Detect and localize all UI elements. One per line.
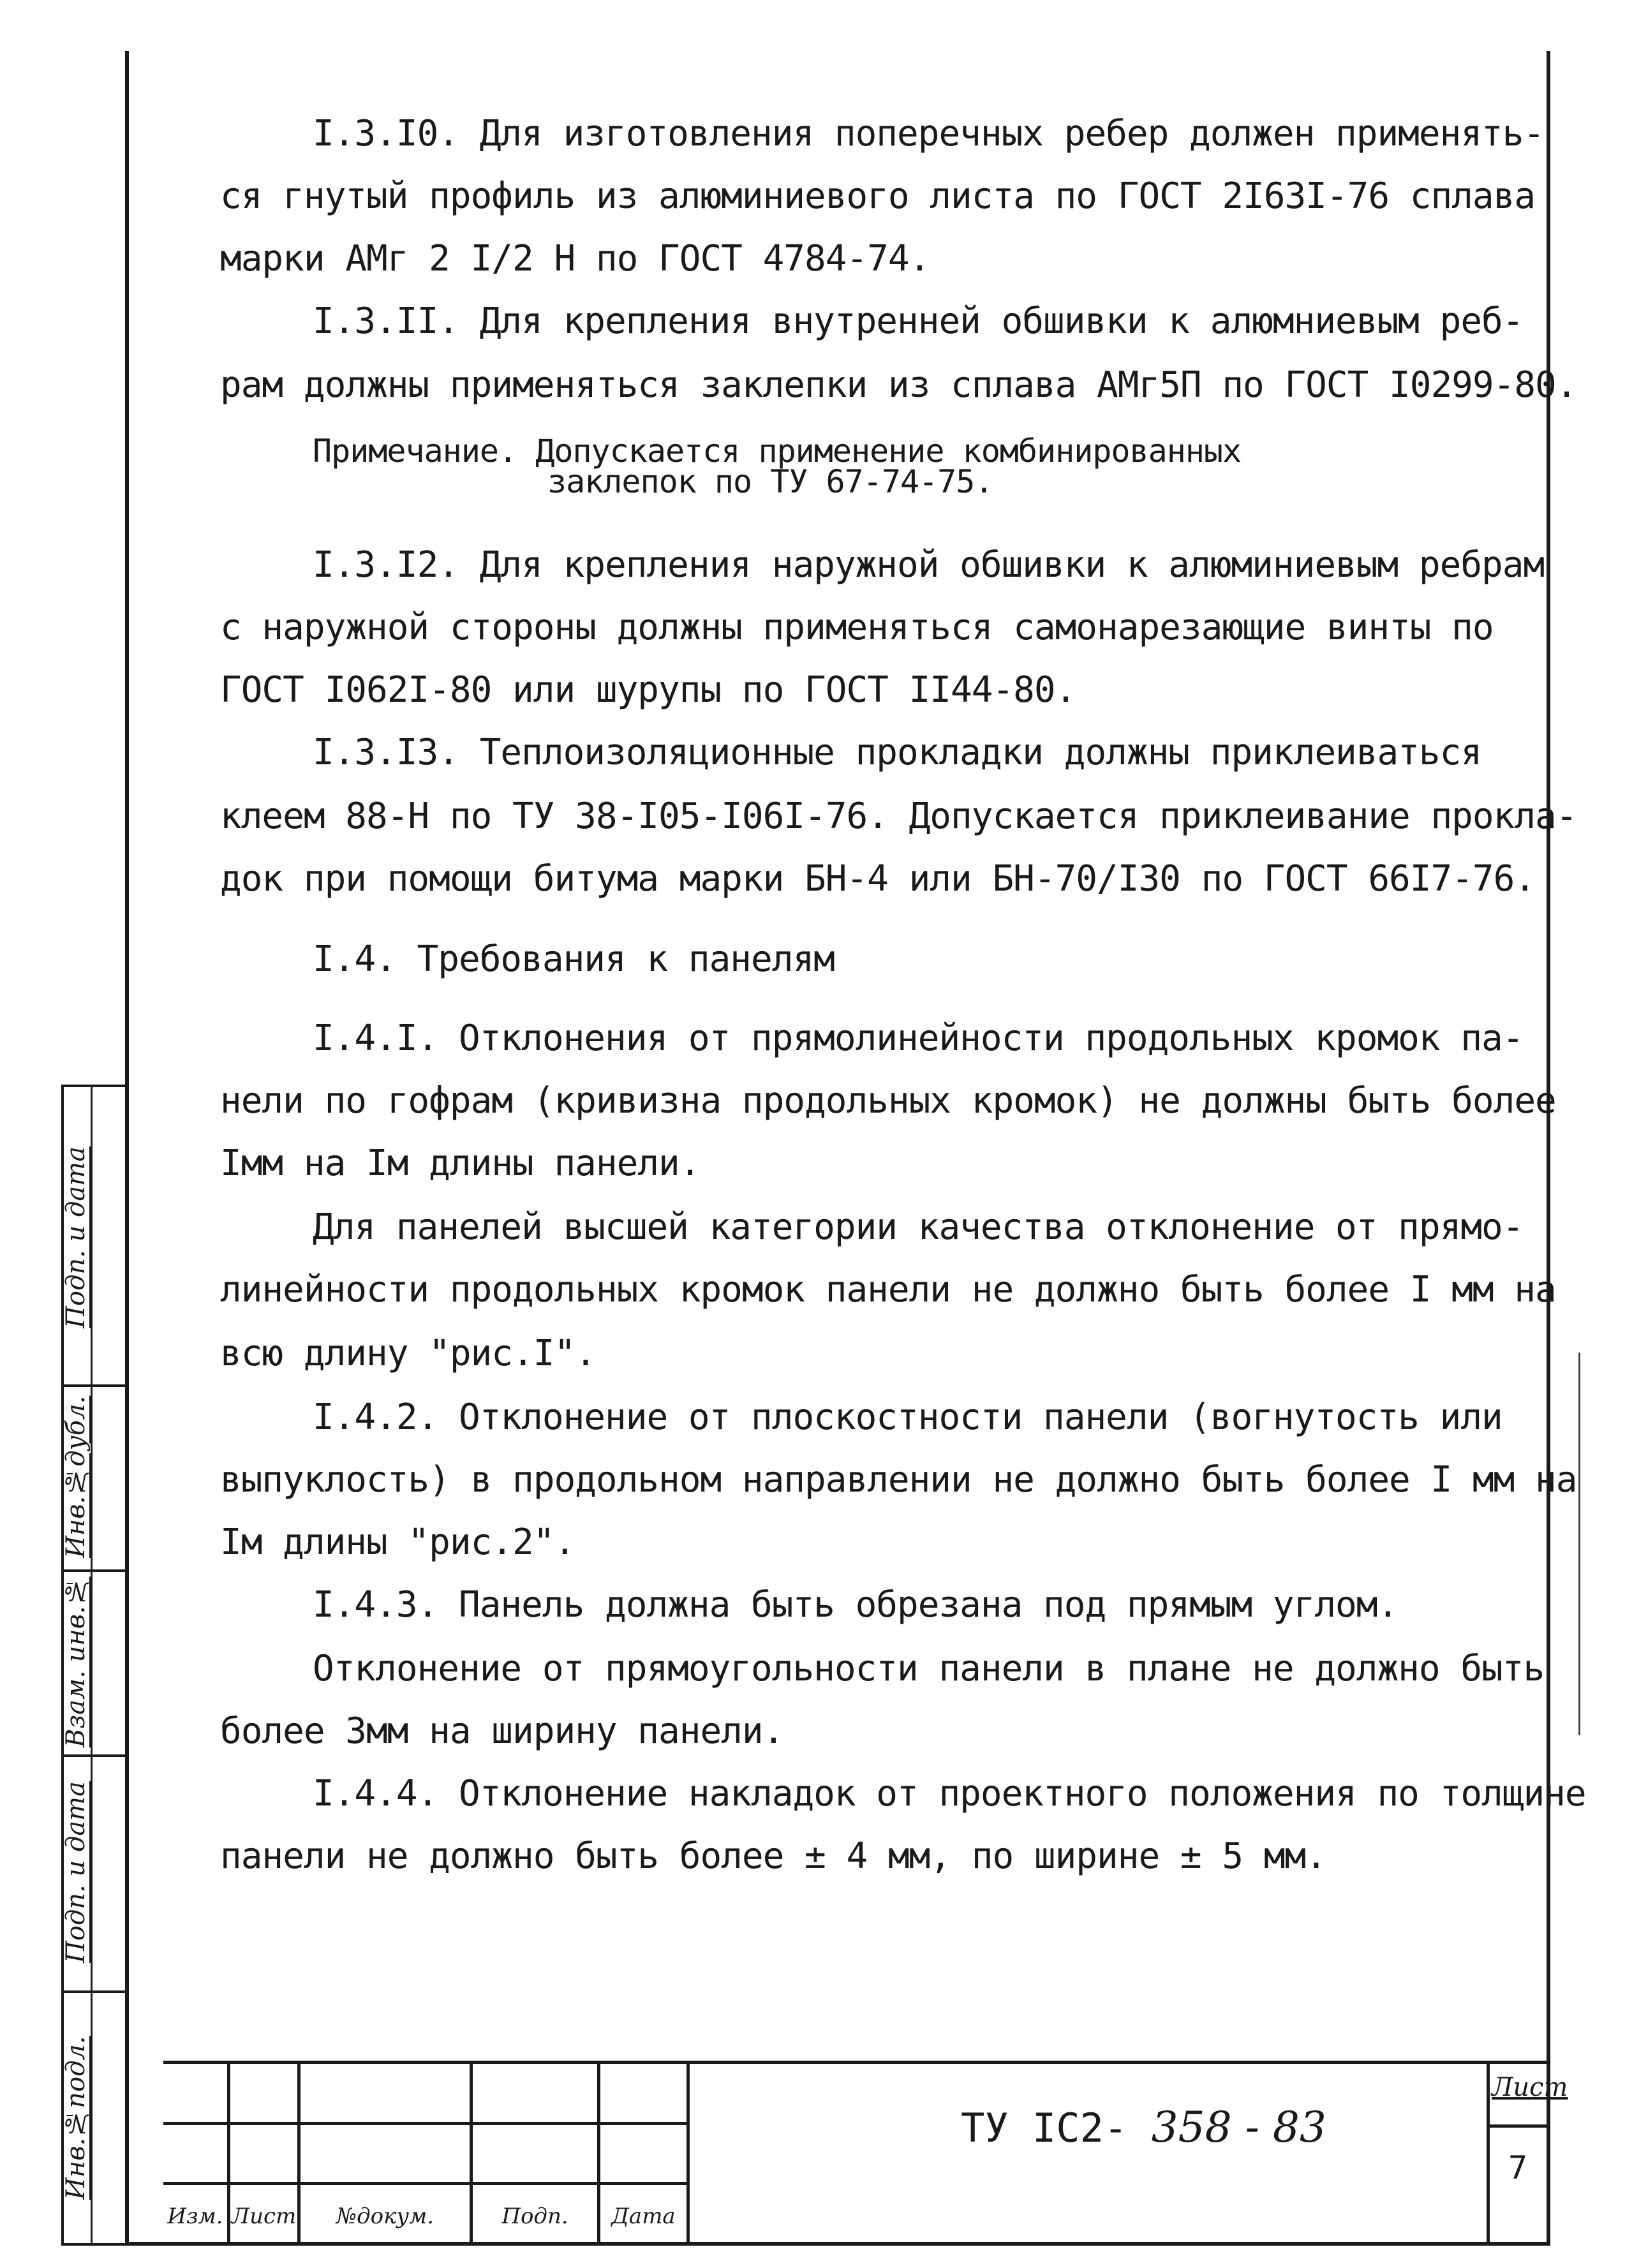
para-rectangularity-line-1: Отклонение от прямоугольности панели в плане не должно быть (313, 1648, 1545, 1689)
para-1-4-1-line-1: I.4.I. Отклонения от прямолинейности продольных кромок па- (313, 1018, 1524, 1059)
document-code-number: 358 - 83 (1151, 2103, 1326, 2152)
note-line-1: Примечание. Допускается применение комбинированных (313, 433, 1242, 470)
col-label-doc-no: №докум. (336, 2204, 434, 2229)
para-highest-category-line-2: линейности продольных кромок панели не должно быть более I мм на (220, 1269, 1556, 1310)
para-1-4-1-line-2: нели по гофрам (кривизна продольных кромок) не должны быть более (220, 1080, 1556, 1122)
para-1-4-3-line-1: I.4.3. Панель должна быть обрезана под прямым углом. (313, 1584, 1399, 1626)
para-1-3-12-line-1: I.3.I2. Для крепления наружной обшивки к алюминиевым ребрам (313, 544, 1545, 586)
para-1-3-13-line-3: док при помощи битума марки БН-4 или БН-70/I30 по ГОСТ 66I7-76. (220, 858, 1536, 900)
para-1-4-2-line-2: выпуклость) в продольном направлении не должно быть более I мм на (220, 1459, 1577, 1501)
para-highest-category-line-3: всю длину "рис.I". (220, 1333, 596, 1374)
col-label-list: Лист (231, 2204, 297, 2229)
para-1-3-10-line-2: ся гнутый профиль из алюминиевого листа по ГОСТ 2I63I-76 сплава (220, 175, 1536, 217)
para-rectangularity-line-2: более 3мм на ширину панели. (220, 1710, 784, 1752)
frame-left-line (125, 51, 129, 2246)
col-label-izm: Изм. (167, 2204, 223, 2229)
side-label-orig-inv: Инв.№подл. (61, 2036, 91, 2200)
side-label-sign-date-top: Подп. и дата (61, 1146, 91, 1329)
para-1-4-4-line-2: панели не должно быть более ± 4 мм, по ширине ± 5 мм. (220, 1835, 1326, 1877)
sheet-number: 7 (1508, 2149, 1528, 2186)
document-code-prefix: ТУ IС2- (961, 2105, 1128, 2151)
col-label-date: Дата (611, 2204, 676, 2229)
para-1-4-4-line-1: I.4.4. Отклонение накладок от проектного положения по толщине (313, 1773, 1586, 1814)
para-1-3-11-line-2: рам должны применяться заклепки из сплава АМг5П по ГОСТ I0299-80. (220, 364, 1577, 406)
document-code (961, 2105, 1326, 2151)
margin-mark (1578, 1353, 1580, 1735)
sheet-label: Лист (1492, 2073, 1568, 2102)
para-highest-category-line-1: Для панелей высшей категории качества отклонение от прямо- (313, 1206, 1524, 1248)
para-1-3-10-line-1: I.3.I0. Для изготовления поперечных ребер должен применять- (313, 113, 1545, 154)
side-label-sign-date-bottom: Подп. и дата (61, 1781, 91, 1964)
col-label-signature: Подп. (501, 2204, 568, 2229)
para-1-3-10-line-3: марки АМг 2 I/2 Н по ГОСТ 4784-74. (220, 238, 930, 279)
para-1-3-12-line-3: ГОСТ I062I-80 или шурупы по ГОСТ II44-80. (220, 669, 1076, 711)
para-1-4-2-line-1: I.4.2. Отклонение от плоскостности панели (вогнутость или (313, 1397, 1503, 1438)
para-1-4-1-line-3: Iмм на Iм длины панели. (220, 1143, 701, 1184)
note-line-2: заклепок по ТУ 67-74-75. (547, 463, 993, 500)
title-block (125, 2061, 1568, 2246)
para-1-3-12-line-2: с наружной стороны должны применяться самонарезающие винты по (220, 607, 1494, 648)
side-label-dupl-inv: Инв.№дубл. (61, 1395, 91, 1559)
para-1-3-13-line-1: I.3.I3. Теплоизоляционные прокладки должны приклеиваться (313, 732, 1482, 773)
section-1-4-heading: I.4. Требования к панелям (313, 938, 835, 980)
para-1-3-11-line-1: I.3.II. Для крепления внутренней обшивки к алюмниевым реб- (313, 300, 1524, 342)
side-approval-strip (61, 1085, 125, 2246)
side-label-replacement-inv: Взам. инв.№ (61, 1576, 91, 1747)
para-1-3-13-line-2: клеем 88-Н по ТУ 38-I05-I06I-76. Допускается приклеивание прокла- (220, 796, 1577, 837)
para-1-4-2-line-3: Iм длины "рис.2". (220, 1522, 575, 1563)
